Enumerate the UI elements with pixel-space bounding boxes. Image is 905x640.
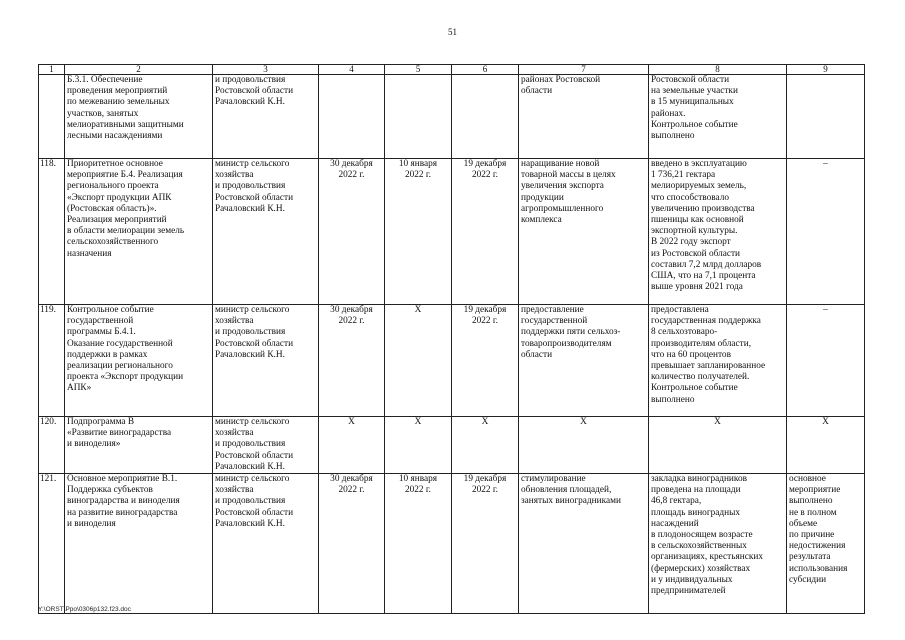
- cell-text-line: организациях, крестьянских: [651, 552, 763, 563]
- cell-col8: [649, 305, 787, 417]
- cell-text-line: Ростовской области: [215, 450, 294, 461]
- cell-text-line: предпринимателей: [651, 586, 726, 597]
- cell-col6: [452, 305, 519, 417]
- file-path-footer: Y:\ORST\Ppo\0306p132.f23.doc: [38, 606, 131, 613]
- cell-text-line: Х: [714, 417, 721, 427]
- cell-text-line: агропромышленного: [521, 203, 604, 214]
- table-row: [39, 305, 865, 417]
- cell-col4: [319, 75, 385, 159]
- cell-col9: [787, 417, 865, 474]
- cell-text-line: что способствовало: [651, 192, 730, 203]
- cell-text-line: Ростовской области: [651, 75, 730, 85]
- cell-col7: [519, 159, 649, 305]
- cell-text-line: мероприятие Б.4. Реализация: [67, 170, 183, 181]
- cell-text-line: насаждений: [651, 518, 699, 529]
- cell-text-line: предоставлена: [651, 305, 709, 315]
- cell-text-line: и продовольствия: [215, 181, 286, 192]
- cell-text-line: В 2022 году экспорт: [651, 237, 731, 248]
- cell-text-line: 19 декабря: [463, 305, 507, 315]
- cell-col2: [65, 474, 213, 614]
- cell-col6: [452, 417, 519, 474]
- cell-text-line: 2022 г.: [338, 316, 365, 327]
- cell-text-line: недостижения: [789, 541, 846, 552]
- cell-text-line: –: [823, 305, 828, 315]
- cell-col9: [787, 159, 865, 305]
- cell-text-line: Реализация мероприятий: [67, 215, 167, 226]
- cell-text-line: проведения мероприятий: [67, 86, 168, 97]
- cell-text-line: и виноделия»: [67, 439, 121, 450]
- cell-text-line: стимулирование: [521, 474, 586, 485]
- cell-text-line: районах.: [651, 108, 686, 119]
- cell-text-line: проведена на площади: [651, 485, 741, 496]
- cell-text-line: предоставление: [521, 305, 584, 315]
- cell-text-line: Рачаловский К.Н.: [215, 349, 285, 360]
- header-cell: 7: [519, 65, 649, 75]
- cell-text-line: хозяйства: [215, 170, 254, 181]
- cell-text-line: поддержки в рамках: [67, 349, 148, 360]
- cell-text-line: 10 января: [398, 159, 438, 169]
- cell-col7: [519, 75, 649, 159]
- cell-text-line: Контрольное событие: [651, 119, 738, 130]
- header-cell: 5: [385, 65, 452, 75]
- cell-text-line: и продовольствия: [215, 496, 286, 507]
- table-row: [39, 474, 865, 614]
- cell-col7: [519, 417, 649, 474]
- cell-text-line: хозяйства: [215, 316, 254, 327]
- cell-text-line: 1 736,21 гектара: [651, 170, 716, 181]
- cell-col3: [213, 474, 319, 614]
- cell-text-line: и продовольствия: [215, 75, 286, 85]
- cell-text-line: Рачаловский К.Н.: [215, 97, 285, 108]
- cell-col6: [452, 75, 519, 159]
- cell-col8: [649, 75, 787, 159]
- row-number-cell: [39, 75, 65, 159]
- cell-col7: [519, 305, 649, 417]
- cell-text-line: площадь виноградных: [651, 507, 741, 518]
- cell-text-line: основное: [789, 474, 826, 485]
- cell-text-line: 30 декабря: [330, 159, 373, 169]
- header-cell: 2: [65, 65, 213, 75]
- table-row: [39, 159, 865, 305]
- cell-col5: [385, 305, 452, 417]
- cell-text-line: Х: [414, 305, 422, 315]
- cell-text-line: превышает запланированное: [651, 361, 766, 372]
- cell-text-line: «Экспорт продукции АПК: [67, 192, 172, 203]
- row-number-cell: 119.: [39, 305, 65, 417]
- cell-text-line: Поддержка субъектов: [67, 485, 153, 496]
- cell-text-line: реализации регионального: [67, 361, 173, 372]
- cell-text-line: 2022 г.: [471, 170, 498, 181]
- cell-text-line: результата: [789, 552, 831, 563]
- cell-text-line: товаропроизводителям: [521, 338, 612, 349]
- cell-text-line: не в полном: [789, 507, 837, 518]
- cell-text-line: –: [823, 159, 828, 169]
- cell-text-line: товарной массы в целях: [521, 170, 616, 181]
- cell-text-line: области: [521, 349, 553, 360]
- cell-text-line: регионального проекта: [67, 181, 159, 192]
- cell-text-line: обновления площадей,: [521, 485, 612, 496]
- cell-text-line: государственной: [67, 316, 134, 327]
- cell-text-line: Контрольное событие: [67, 305, 154, 315]
- row-number-cell: 120.: [39, 417, 65, 474]
- cell-col3: [213, 75, 319, 159]
- cell-text-line: количество получателей.: [651, 372, 750, 383]
- cell-text-line: 19 декабря: [463, 474, 507, 485]
- cell-text-line: комплекса: [521, 215, 562, 226]
- cell-col9: [787, 474, 865, 614]
- cell-text-line: министр сельского: [215, 474, 290, 485]
- cell-text-line: продукции: [521, 192, 564, 203]
- cell-text-line: проекта «Экспорт продукции: [67, 372, 184, 383]
- header-cell: 1: [39, 65, 65, 75]
- cell-text-line: наращивание новой: [521, 159, 600, 169]
- cell-text-line: государственная поддержка: [651, 316, 761, 327]
- cell-text-line: 2022 г.: [471, 316, 498, 327]
- cell-text-line: на развитие виноградарства: [67, 507, 178, 518]
- cell-text-line: выполнено: [651, 394, 695, 405]
- cell-text-line: увеличения экспорта: [521, 181, 604, 192]
- cell-text-line: на земельные участки: [651, 86, 738, 97]
- cell-text-line: и виноделия: [67, 518, 116, 529]
- cell-text-line: мероприятие: [789, 485, 841, 496]
- header-cell: 8: [649, 65, 787, 75]
- cell-text-line: субсидии: [789, 574, 827, 585]
- cell-text-line: 30 декабря: [330, 305, 373, 315]
- cell-col4: [319, 474, 385, 614]
- cell-text-line: Рачаловский К.Н.: [215, 461, 285, 472]
- cell-col9: [787, 305, 865, 417]
- header-cell: 4: [319, 65, 385, 75]
- cell-text-line: хозяйства: [215, 485, 254, 496]
- cell-text-line: Х: [348, 417, 355, 427]
- cell-text-line: Б.3.1. Обеспечение: [67, 75, 143, 85]
- cell-text-line: использования: [789, 563, 848, 574]
- cell-text-line: занятых виноградниками: [521, 496, 621, 507]
- cell-text-line: назначения: [67, 248, 112, 259]
- cell-text-line: Основное мероприятие В.1.: [67, 474, 178, 485]
- cell-text-line: 19 декабря: [463, 159, 507, 169]
- header-cell: 9: [787, 65, 865, 75]
- cell-text-line: 10 января: [398, 474, 438, 485]
- cell-text-line: закладка виноградников: [651, 474, 747, 485]
- cell-col4: [319, 417, 385, 474]
- cell-text-line: выполнено: [789, 496, 833, 507]
- cell-text-line: программы Б.4.1.: [67, 327, 136, 338]
- cell-text-line: США, что на 7,1 процента: [651, 271, 756, 282]
- cell-text-line: экспортной культуры.: [651, 226, 738, 237]
- header-cell: 3: [213, 65, 319, 75]
- cell-text-line: и у индивидуальных: [651, 574, 733, 585]
- cell-text-line: из Ростовской области: [651, 248, 741, 259]
- cell-text-line: что на 60 процентов: [651, 349, 731, 360]
- cell-col4: [319, 305, 385, 417]
- cell-text-line: Х: [580, 417, 587, 427]
- cell-col3: [213, 305, 319, 417]
- cell-text-line: введено в эксплуатацию: [651, 159, 747, 169]
- cell-text-line: (фермерских) хозяйствах: [651, 563, 751, 574]
- cell-col2: [65, 305, 213, 417]
- cell-col5: [385, 75, 452, 159]
- row-number-cell: 118.: [39, 159, 65, 305]
- cell-text-line: 2022 г.: [471, 485, 498, 496]
- cell-text-line: и продовольствия: [215, 327, 286, 338]
- cell-text-line: 46,8 гектара,: [651, 496, 702, 507]
- cell-col6: [452, 474, 519, 614]
- cell-text-line: Ростовской области: [215, 192, 294, 203]
- cell-text-line: Оказание государственной: [67, 338, 173, 349]
- cell-text-line: выше уровня 2021 года: [651, 282, 743, 293]
- cell-text-line: государственной: [521, 316, 588, 327]
- cell-text-line: по межеванию земельных: [67, 97, 170, 108]
- cell-col7: [519, 474, 649, 614]
- cell-text-line: виноградарства и виноделия: [67, 496, 180, 507]
- table-body: [39, 75, 865, 614]
- cell-text-line: поддержки пяти сельхоз-: [521, 327, 621, 338]
- cell-text-line: мелиоративными защитными: [67, 119, 184, 130]
- cell-col5: [385, 159, 452, 305]
- cell-text-line: 2022 г.: [404, 485, 431, 496]
- cell-col9: [787, 75, 865, 159]
- cell-col8: [649, 159, 787, 305]
- cell-text-line: министр сельского: [215, 305, 290, 315]
- cell-text-line: увеличению производства: [651, 203, 755, 214]
- cell-text-line: 2022 г.: [338, 485, 365, 496]
- cell-text-line: хозяйства: [215, 428, 254, 439]
- cell-text-line: Ростовской области: [215, 338, 294, 349]
- table-header-row: [39, 65, 865, 75]
- cell-text-line: АПК»: [67, 383, 92, 394]
- cell-text-line: в области мелиорации земель: [67, 226, 185, 237]
- report-table: [38, 64, 865, 614]
- cell-text-line: Ростовской области: [215, 86, 294, 97]
- cell-text-line: Приоритетное основное: [67, 159, 163, 169]
- cell-text-line: составил 7,2 млрд долларов: [651, 259, 762, 270]
- cell-text-line: 8 сельхозтоваро-: [651, 327, 718, 338]
- table-row: [39, 417, 865, 474]
- cell-text-line: Ростовской области: [215, 507, 294, 518]
- cell-text-line: (Ростовская область)».: [67, 203, 157, 214]
- cell-text-line: в плодоносящем возрасте: [651, 530, 753, 541]
- cell-text-line: министр сельского: [215, 417, 290, 427]
- cell-col4: [319, 159, 385, 305]
- cell-text-line: выполнено: [651, 131, 695, 142]
- table-row: [39, 75, 865, 159]
- cell-col6: [452, 159, 519, 305]
- cell-col8: [649, 474, 787, 614]
- cell-text-line: по причине: [789, 530, 835, 541]
- cell-text-line: 30 декабря: [330, 474, 373, 485]
- cell-col2: [65, 75, 213, 159]
- cell-text-line: Х: [481, 417, 489, 427]
- row-number-cell: 121.: [39, 474, 65, 614]
- cell-text-line: Контрольное событие: [651, 383, 738, 394]
- cell-text-line: производителям области,: [651, 338, 752, 349]
- cell-col3: [213, 417, 319, 474]
- cell-col8: [649, 417, 787, 474]
- cell-text-line: в 15 муниципальных: [651, 97, 734, 108]
- cell-text-line: Рачаловский К.Н.: [215, 518, 285, 529]
- cell-text-line: Подпрограмма В: [67, 417, 135, 427]
- cell-text-line: министр сельского: [215, 159, 290, 169]
- cell-text-line: районах Ростовской: [521, 75, 601, 85]
- cell-text-line: в сельскохозяйственных: [651, 541, 747, 552]
- cell-text-line: пшеницы как основной: [651, 215, 744, 226]
- cell-col2: [65, 417, 213, 474]
- cell-text-line: мелиорируемых земель,: [651, 181, 747, 192]
- cell-text-line: Х: [414, 417, 422, 427]
- page-number: 51: [448, 27, 457, 37]
- cell-text-line: 2022 г.: [404, 170, 431, 181]
- cell-text-line: участков, занятых: [67, 108, 139, 119]
- cell-text-line: Рачаловский К.Н.: [215, 203, 285, 214]
- cell-text-line: области: [521, 86, 553, 97]
- cell-text-line: сельскохозяйственного: [67, 237, 159, 248]
- header-cell: 6: [452, 65, 519, 75]
- cell-text-line: и продовольствия: [215, 439, 286, 450]
- cell-col2: [65, 159, 213, 305]
- cell-text-line: Х: [822, 417, 829, 427]
- cell-text-line: объеме: [789, 518, 818, 529]
- cell-col3: [213, 159, 319, 305]
- cell-col5: [385, 417, 452, 474]
- cell-text-line: 2022 г.: [338, 170, 365, 181]
- cell-col5: [385, 474, 452, 614]
- cell-text-line: «Развитие виноградарства: [67, 428, 172, 439]
- cell-text-line: лесными насаждениями: [67, 131, 163, 142]
